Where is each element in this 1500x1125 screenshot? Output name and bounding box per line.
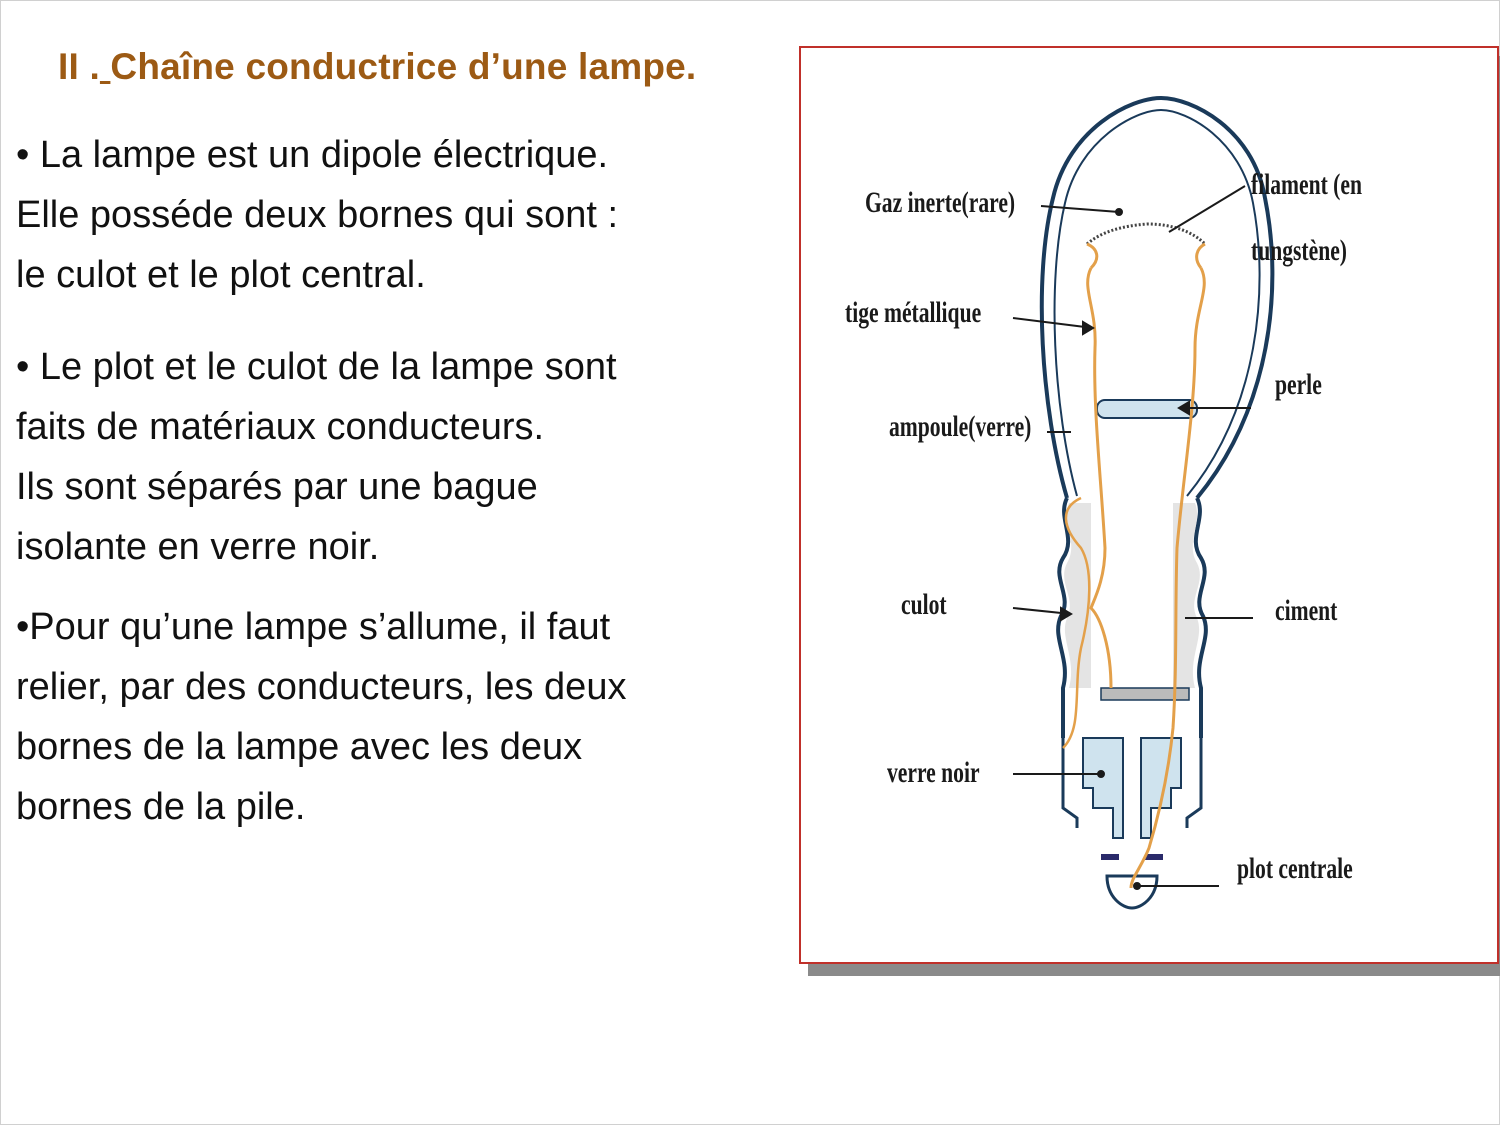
title-underlined-space [100,46,110,87]
bulb-glass-outer [1042,98,1273,498]
label-ciment: ciment [1275,594,1338,627]
title-prefix: II . [58,46,100,87]
paragraph-line: Elle posséde deux bornes qui sont : [16,194,619,236]
culot-shell-left [1063,738,1077,828]
wire-left [1088,268,1111,688]
insulator-left [1083,738,1123,838]
paragraph-materials [16,337,776,577]
plot-contact-bar-left [1101,854,1119,860]
paragraph-line: •Pour qu’une lampe s’allume, il faut [16,606,611,648]
insulator-right [1141,738,1181,838]
title-text: Chaîne conductrice d’une lampe. [110,46,697,87]
wire-right-loop [1197,244,1205,268]
bulb-glass-inner [1055,110,1260,496]
label-filament-line1: filament (en [1251,168,1362,201]
label-ampoule: ampoule(verre) [889,410,1032,443]
label-perle: perle [1275,368,1322,401]
label-plot-centrale: plot centrale [1237,852,1353,885]
label-gaz-inerte: Gaz inerte(rare) [865,186,1016,219]
paragraph-line: • Le plot et le culot de la lampe sont [16,346,617,388]
paragraph-line: faits de matériaux conducteurs. [16,406,545,448]
paragraph-line: isolante en verre noir. [16,526,380,568]
paragraph-line: • La lampe est un dipole électrique. [16,134,609,176]
lamp-diagram-figure [799,46,1499,964]
culot-shell-right [1187,738,1201,828]
paragraph-line: relier, par des conducteurs, les deux [16,666,627,708]
paragraph-dipole [16,125,776,305]
leader-tige [1013,318,1093,328]
paragraph-lighting [16,597,776,837]
label-culot: culot [901,588,947,621]
wire-left-loop [1087,244,1097,268]
slide-title [58,46,696,88]
leader-filament [1169,186,1245,232]
paragraph-line: Ils sont séparés par une bague [16,466,538,508]
label-tige-metallique: tige métallique [845,296,982,329]
paragraph-line: bornes de la lampe avec les deux [16,726,583,768]
plot-contact-bar-right [1145,854,1163,860]
filament-coil [1087,224,1205,244]
label-verre-noir: verre noir [887,756,980,789]
leader-gaz [1041,206,1119,212]
label-filament-line2: tungstène) [1251,234,1348,267]
paragraph-line: le culot et le plot central. [16,254,426,296]
paragraph-line: bornes de la pile. [16,786,306,828]
